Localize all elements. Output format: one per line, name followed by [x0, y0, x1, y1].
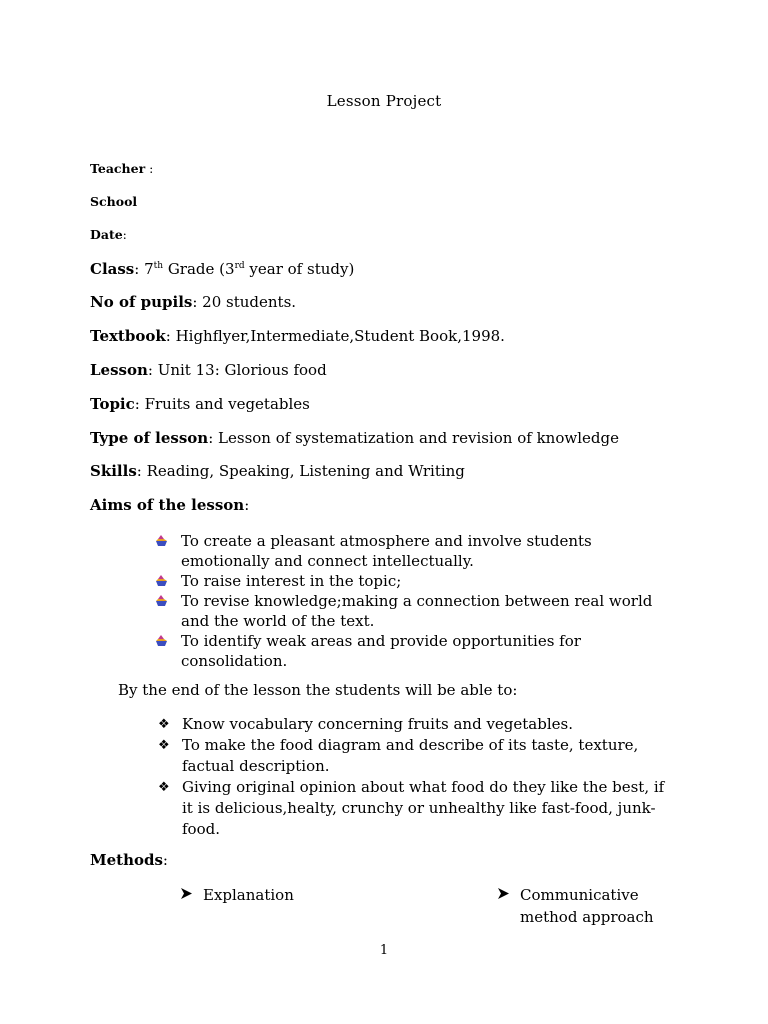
class-grade-suffix: th — [153, 261, 164, 271]
class-year-suffix: rd — [234, 261, 245, 271]
skills-value: : Reading, Speaking, Listening and Writing — [136, 462, 465, 480]
method-text: Communicative method approach — [520, 886, 654, 926]
bullet-icon — [155, 575, 168, 587]
skills-label: Skills — [90, 462, 137, 480]
pupils-value: : 20 students. — [192, 293, 297, 311]
type-of-lesson-field — [90, 429, 619, 447]
aims-heading — [90, 496, 249, 514]
outcome-text: To make the food diagram and describe of its taste, texture, factual description. — [182, 736, 639, 775]
aim-text: To raise interest in the topic; — [181, 572, 402, 590]
topic-value: : Fruits and vegetables — [134, 395, 310, 413]
school-label: School — [90, 194, 138, 209]
class-label: Class — [90, 260, 135, 278]
aim-text: To create a pleasant atmosphere and involve students emotionally and connect intellectually. — [181, 532, 592, 570]
outcomes-list — [158, 714, 678, 840]
methods-heading-separator: : — [162, 851, 168, 869]
aim-text: To identify weak areas and provide opportunities for consolidation. — [181, 632, 581, 670]
lesson-field — [90, 361, 327, 379]
method-item — [181, 884, 453, 906]
outcome-text: Giving original opinion about what food do they like the best, if it is delicious,healty, crunchy or unhealthy like fast-food, junk-food. — [182, 778, 665, 838]
type-of-lesson-label: Type of lesson — [90, 429, 209, 447]
list-item — [158, 714, 678, 735]
aims-list — [155, 531, 675, 671]
lesson-value: : Unit 13: Glorious food — [147, 361, 327, 379]
skills-field — [90, 462, 465, 480]
teacher-field — [90, 161, 153, 176]
aim-text: To revise knowledge;making a connection between real world and the world of the text. — [181, 592, 653, 630]
date-label: Date — [90, 227, 123, 242]
teacher-label: Teacher — [90, 161, 146, 176]
list-item — [155, 591, 675, 631]
class-grade-number: 7 — [144, 260, 154, 278]
class-year-text: year of study) — [244, 260, 355, 278]
bullet-icon — [155, 535, 168, 547]
method-text: Explanation — [203, 886, 294, 904]
aims-heading-separator: : — [244, 496, 250, 514]
outcome-text: Know vocabulary concerning fruits and vegetables. — [182, 715, 573, 733]
aims-heading-label: Aims of the lesson — [90, 496, 245, 514]
teacher-separator: : — [145, 161, 154, 176]
methods-heading-label: Methods — [90, 851, 163, 869]
list-item — [158, 777, 678, 840]
class-separator: : — [134, 260, 145, 278]
arrow-bullet-icon — [498, 888, 509, 899]
school-field — [90, 194, 137, 209]
pupils-label: No of pupils — [90, 293, 193, 311]
diamond-bullet-icon: ❖ — [158, 738, 170, 753]
page-number: 1 — [379, 943, 389, 958]
diamond-bullet-icon: ❖ — [158, 780, 170, 795]
type-of-lesson-value: : Lesson of systematization and revision of knowledge — [208, 429, 619, 447]
date-separator: : — [122, 227, 127, 242]
topic-label: Topic — [90, 395, 135, 413]
pupils-field — [90, 293, 296, 311]
outcomes-intro: By the end of the lesson the students will be able to: — [118, 681, 518, 699]
textbook-value: : Highflyer,Intermediate,Student Book,1998. — [165, 327, 505, 345]
method-item — [498, 884, 690, 928]
lesson-label: Lesson — [90, 361, 148, 379]
class-field — [90, 260, 354, 278]
bullet-icon — [155, 635, 168, 647]
topic-field — [90, 395, 310, 413]
document-title: Lesson Project — [326, 92, 442, 110]
textbook-label: Textbook — [90, 327, 166, 345]
bullet-icon — [155, 595, 168, 607]
list-item — [158, 735, 678, 777]
list-item — [155, 571, 675, 591]
date-field — [90, 227, 127, 242]
textbook-field — [90, 327, 505, 345]
arrow-bullet-icon — [181, 888, 192, 899]
diamond-bullet-icon: ❖ — [158, 717, 170, 732]
methods-heading — [90, 851, 168, 869]
class-grade-text: Grade (3 — [163, 260, 235, 278]
list-item — [155, 531, 675, 571]
list-item — [155, 631, 675, 671]
